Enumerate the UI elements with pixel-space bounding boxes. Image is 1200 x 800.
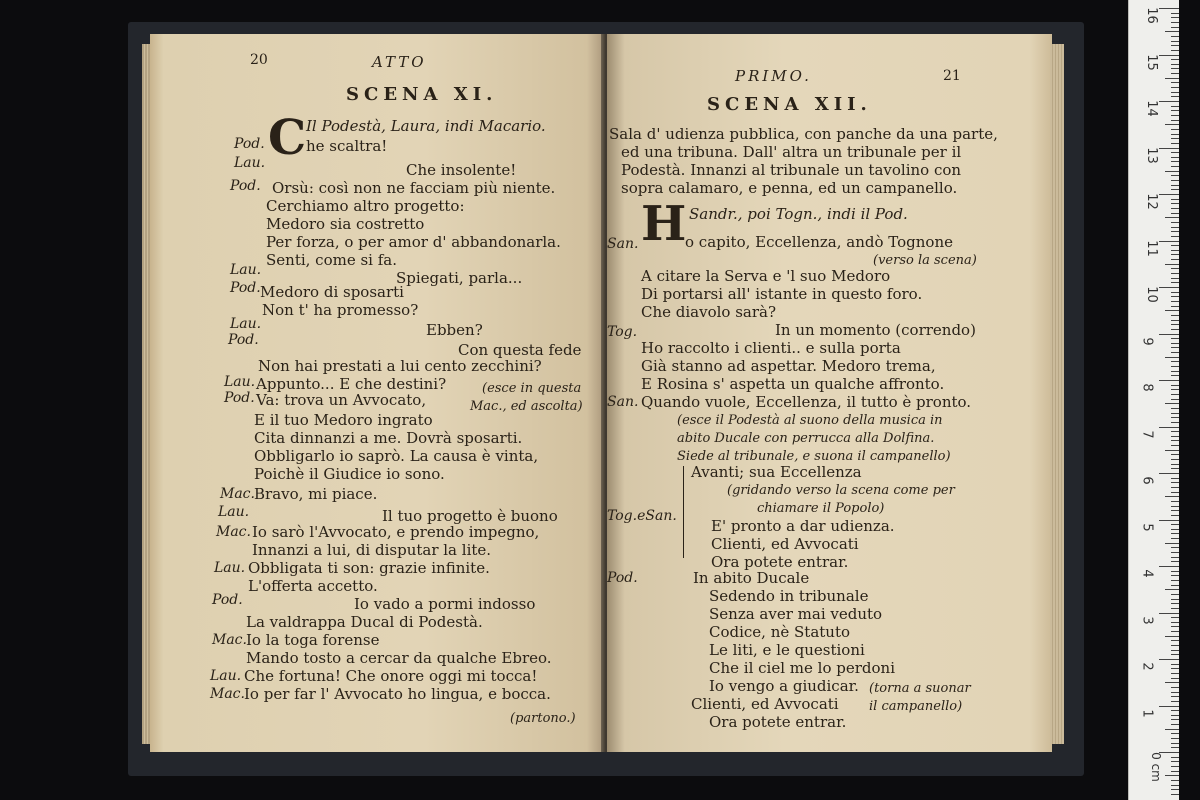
ruler-tick (1171, 36, 1179, 37)
ruler-tick (1171, 664, 1179, 665)
ruler-tick (1171, 296, 1179, 297)
ruler-tick (1171, 492, 1179, 493)
ruler-tick (1171, 599, 1179, 600)
ruler-tick (1171, 389, 1179, 390)
ruler-tick (1171, 96, 1179, 97)
verse-line: he scaltra! (306, 137, 388, 155)
ruler-tick (1165, 264, 1179, 265)
verse-line: Che diavolo sarà? (641, 303, 777, 321)
ruler-tick (1171, 594, 1179, 595)
ruler-tick (1159, 427, 1179, 428)
ruler-tick (1159, 287, 1179, 288)
ruler-tick (1165, 636, 1179, 637)
ruler-tick (1171, 134, 1179, 135)
ruler-tick (1171, 115, 1179, 116)
ruler-tick (1171, 371, 1179, 372)
ruler-tick (1171, 329, 1179, 330)
ruler-tick (1171, 236, 1179, 237)
speaker: Pod. (228, 332, 259, 348)
ruler-tick (1165, 729, 1179, 730)
ruler-tick (1171, 529, 1179, 530)
ruler-tick (1159, 148, 1179, 149)
speaker: Lau. (210, 668, 242, 684)
verse-line: Ora potete entrar. (711, 553, 849, 571)
verse-line: Che il ciel me lo perdoni (709, 659, 895, 677)
running-head-right: PRIMO. (735, 67, 812, 85)
ruler-tick (1171, 399, 1179, 400)
ruler-tick (1171, 757, 1179, 758)
ruler-tick (1171, 454, 1179, 455)
ruler-tick (1171, 738, 1179, 739)
ruler-tick (1171, 715, 1179, 716)
verse-line: Che insolente! (406, 161, 517, 179)
measuring-ruler (1128, 0, 1179, 800)
ruler-tick (1171, 464, 1179, 465)
speaker: Tog. (607, 324, 638, 340)
stage-direction: chiamare il Popolo) (757, 501, 885, 516)
ruler-tick (1165, 403, 1179, 404)
speaker: Pod. (224, 390, 255, 406)
stage-direction: abito Ducale con perrucca alla Dolfina. (677, 431, 935, 446)
ruler-tick (1171, 106, 1179, 107)
verse-line: Medoro di sposarti (260, 283, 404, 301)
drop-cap-left: C (268, 110, 307, 166)
verse-line: Di portarsi all' istante in questo foro. (641, 285, 923, 303)
verse-line: Io la toga forense (246, 631, 380, 649)
verse-line: Bravo, mi piace. (254, 485, 378, 503)
scene-title-left: SCENA XI. (346, 84, 498, 105)
ruler-tick (1159, 566, 1179, 567)
speaker: Lau. (230, 316, 262, 332)
character-list: Sandr., poi Togn., indi il Pod. (689, 205, 908, 223)
ruler-number: 16 (1143, 7, 1159, 24)
verse-line: La valdrappa Ducal di Podestà. (246, 613, 483, 631)
ruler-tick (1171, 59, 1179, 60)
verse-line: Io per far l' Avvocato ho lingua, e bocca. (244, 685, 551, 703)
speaker: Mac. (212, 632, 247, 648)
verse-line: Che fortuna! Che onore oggi mi tocca! (244, 667, 538, 685)
ruler-tick (1171, 417, 1179, 418)
ruler-tick (1171, 557, 1179, 558)
stage-direction: (torna a suonar (869, 681, 971, 696)
ruler-tick (1171, 306, 1179, 307)
ruler-number: 7 (1139, 429, 1155, 439)
right-page (607, 34, 1052, 752)
ruler-tick (1171, 524, 1179, 525)
ruler-tick (1171, 22, 1179, 23)
ruler-number: 6 (1139, 476, 1155, 485)
ruler-tick (1171, 301, 1179, 302)
speaker: Lau. (224, 374, 256, 390)
ruler-tick (1171, 603, 1179, 604)
ruler-tick (1171, 650, 1179, 651)
verse-line: Innanzi a lui, di disputar la lite. (252, 541, 492, 559)
ruler-tick (1171, 687, 1179, 688)
ruler-tick (1171, 185, 1179, 186)
ruler-tick (1165, 450, 1179, 451)
ruler-tick (1171, 213, 1179, 214)
ruler-tick (1171, 82, 1179, 83)
ruler-tick (1171, 501, 1179, 502)
speaker: Mac. (220, 486, 255, 502)
ruler-tick (1171, 743, 1179, 744)
ruler-tick (1165, 357, 1179, 358)
ruler-tick (1171, 617, 1179, 618)
verse-line: Orsù: così non ne facciam più niente. (272, 179, 556, 197)
ruler-tick (1171, 645, 1179, 646)
page-number-right: 21 (943, 68, 961, 84)
verse-line: Cita dinnanzi a me. Dovrà sposarti. (254, 429, 523, 447)
speaker: Mac. (216, 524, 251, 540)
ruler-tick (1171, 338, 1179, 339)
verse-line: L'offerta accetto. (248, 577, 378, 595)
verse-line: E il tuo Medoro ingrato (254, 411, 433, 429)
ruler-tick (1159, 8, 1179, 9)
verse-line: A citare la Serva e 'l suo Medoro (641, 267, 891, 285)
verse-line: Sedendo in tribunale (709, 587, 869, 605)
speaker: Pod. (230, 178, 261, 194)
verse-line: Per forza, o per amor d' abbandonarla. (266, 233, 561, 251)
ruler-tick (1171, 719, 1179, 720)
ruler-tick (1159, 101, 1179, 102)
ruler-unit-label: 0 cm (1148, 752, 1163, 782)
speaker: Pod. (607, 570, 638, 586)
ruler-tick (1171, 585, 1179, 586)
verse-line: Con questa fede (458, 341, 582, 359)
ruler-number: 3 (1139, 615, 1155, 625)
ruler-tick (1171, 41, 1179, 42)
ruler-tick (1171, 794, 1179, 795)
ruler-tick (1171, 533, 1179, 534)
verse-line: Clienti, ed Avvocati (691, 695, 839, 713)
ruler-tick (1171, 273, 1179, 274)
ruler-tick (1171, 250, 1179, 251)
ruler-tick (1171, 459, 1179, 460)
ruler-tick (1171, 622, 1179, 623)
setting-line: sopra calamaro, e penna, ed un campanello. (621, 179, 958, 197)
ruler-tick (1171, 92, 1179, 93)
ruler-tick (1171, 440, 1179, 441)
speaker: San. (607, 394, 639, 410)
ruler-tick (1171, 510, 1179, 511)
setting-line: Podestà. Innanzi al tribunale un tavolino con (621, 161, 962, 179)
stage-direction: (gridando verso la scena come per (727, 483, 955, 498)
ruler-tick (1171, 487, 1179, 488)
verse-line: Senza aver mai veduto (709, 605, 883, 623)
verse-line: Clienti, ed Avvocati (711, 535, 859, 553)
ruler-tick (1171, 701, 1179, 702)
ruler-tick (1165, 124, 1179, 125)
ruler-tick (1171, 515, 1179, 516)
ruler-tick (1171, 724, 1179, 725)
ruler-number: 10 (1143, 286, 1159, 303)
ruler-tick (1171, 366, 1179, 367)
speaker: Pod. (212, 592, 243, 608)
ruler-tick (1171, 227, 1179, 228)
ruler-tick (1159, 706, 1179, 707)
ruler-tick (1171, 766, 1179, 767)
ruler-tick (1171, 575, 1179, 576)
ruler-number: 5 (1139, 522, 1155, 532)
ruler-tick (1171, 538, 1179, 539)
verse-line: E' pronto a dar udienza. (711, 517, 895, 535)
ruler-tick (1171, 268, 1179, 269)
speaker: Pod. (230, 280, 261, 296)
verse-line: Codice, nè Statuto (709, 623, 851, 641)
speaker: Lau. (218, 504, 250, 520)
ruler-tick (1171, 199, 1179, 200)
verse-line: Io sarò l'Avvocato, e prendo impegno, (252, 523, 540, 541)
verse-line: Senti, come si fa. (266, 251, 398, 269)
ruler-tick (1171, 129, 1179, 130)
speaker: Mac. (210, 686, 245, 702)
stage-direction: il campanello) (869, 699, 963, 714)
ruler-tick (1165, 496, 1179, 497)
ruler-number: 14 (1143, 100, 1159, 117)
bracket (683, 466, 684, 558)
ruler-number: 11 (1143, 239, 1159, 257)
verse-line: Non t' ha promesso? (262, 301, 419, 319)
ruler-tick (1171, 175, 1179, 176)
ruler-tick (1171, 222, 1179, 223)
verse-line: Poichè il Giudice io sono. (254, 465, 445, 483)
left-page (150, 34, 605, 752)
ruler-tick (1171, 315, 1179, 316)
verse-line: Quando vuole, Eccellenza, il tutto è pronto. (641, 393, 972, 411)
speaker: San. (607, 236, 639, 252)
speaker: Lau. (234, 155, 266, 171)
ruler-tick (1171, 733, 1179, 734)
ruler-tick (1171, 203, 1179, 204)
page-edges-right (1050, 44, 1064, 744)
verse-line: Obbligarlo io saprò. La causa è vinta, (254, 447, 539, 465)
running-head-left: ATTO (372, 53, 427, 71)
ruler-tick (1171, 120, 1179, 121)
verse-line: Medoro sia costretto (266, 215, 425, 233)
ruler-tick (1171, 789, 1179, 790)
ruler-tick (1171, 278, 1179, 279)
verse-line: Le liti, e le questioni (709, 641, 865, 659)
verse-line: In abito Ducale (693, 569, 810, 587)
ruler-tick (1171, 245, 1179, 246)
verse-line: Ho raccolto i clienti.. e sulla porta (641, 339, 901, 357)
stage-direction: (esce in questa (482, 381, 582, 396)
ruler-tick (1171, 68, 1179, 69)
ruler-tick (1171, 50, 1179, 51)
stage-direction: Mac., ed ascolta) (470, 399, 583, 414)
ruler-tick (1171, 13, 1179, 14)
ruler-tick (1159, 380, 1179, 381)
ruler-tick (1165, 171, 1179, 172)
ruler-tick (1171, 631, 1179, 632)
ruler-tick (1171, 282, 1179, 283)
ruler-tick (1159, 55, 1179, 56)
ruler-number: 1 (1139, 708, 1155, 718)
ruler-tick (1159, 194, 1179, 195)
ruler-tick (1171, 45, 1179, 46)
ruler-tick (1171, 157, 1179, 158)
ruler-tick (1171, 673, 1179, 674)
verse-line: In un momento (correndo) (775, 321, 976, 339)
ruler-tick (1165, 310, 1179, 311)
scene-title-right: SCENA XII. (707, 94, 872, 115)
ruler-tick (1171, 110, 1179, 111)
ruler-tick (1171, 692, 1179, 693)
ruler-tick (1165, 78, 1179, 79)
ruler-tick (1171, 780, 1179, 781)
drop-cap-right: H (641, 196, 687, 252)
ruler-tick (1171, 482, 1179, 483)
ruler-tick (1171, 17, 1179, 18)
page-number-left: 20 (250, 52, 268, 68)
verse-line: Il tuo progetto è buono (382, 507, 558, 525)
ruler-tick (1171, 324, 1179, 325)
ruler-number: 8 (1139, 383, 1155, 392)
verse-line: o capito, Eccellenza, andò Tognone (685, 233, 953, 251)
verse-line: Mando tosto a cercar da qualche Ebreo. (246, 649, 552, 667)
ruler-tick (1171, 143, 1179, 144)
ruler-tick (1159, 613, 1179, 614)
ruler-tick (1171, 431, 1179, 432)
setting-line: ed una tribuna. Dall' altra un tribunale per il (621, 143, 962, 161)
verse-line: Avanti; sua Eccellenza (691, 463, 862, 481)
ruler-tick (1171, 361, 1179, 362)
ruler-tick (1171, 73, 1179, 74)
ruler-tick (1165, 682, 1179, 683)
verse-line: Obbligata ti son: grazie infinite. (248, 559, 490, 577)
ruler-tick (1171, 771, 1179, 772)
ruler-tick (1171, 761, 1179, 762)
ruler-tick (1171, 27, 1179, 28)
stage-direction: (verso la scena) (873, 253, 977, 268)
ruler-tick (1165, 775, 1179, 776)
stage-direction: (esce il Podestà al suono della musica in (677, 413, 943, 428)
ruler-tick (1171, 375, 1179, 376)
ruler-tick (1165, 543, 1179, 544)
speaker: Lau. (230, 262, 262, 278)
ruler-tick (1171, 152, 1179, 153)
ruler-tick (1171, 385, 1179, 386)
ruler-tick (1171, 785, 1179, 786)
stage-direction: Il Podestà, Laura, indi Macario. (306, 117, 546, 135)
ruler-tick (1171, 626, 1179, 627)
ruler-tick (1171, 347, 1179, 348)
ruler-tick (1171, 254, 1179, 255)
ruler-tick (1171, 747, 1179, 748)
ruler-tick (1171, 292, 1179, 293)
speaker: Tog.eSan. (607, 508, 677, 524)
ruler-tick (1171, 547, 1179, 548)
ruler-tick (1171, 678, 1179, 679)
ruler-number: 9 (1139, 336, 1155, 346)
ruler-number: 15 (1143, 53, 1159, 71)
ruler-tick (1171, 259, 1179, 260)
ruler-tick (1171, 231, 1179, 232)
verse-line: Spiegati, parla... (396, 269, 523, 287)
ruler-tick (1171, 180, 1179, 181)
ruler-tick (1171, 422, 1179, 423)
verse-line: E Rosina s' aspetta un qualche affronto. (641, 375, 945, 393)
ruler-tick (1171, 506, 1179, 507)
ruler-tick (1171, 468, 1179, 469)
ruler-tick (1171, 394, 1179, 395)
ruler-tick (1159, 241, 1179, 242)
ruler-tick (1159, 473, 1179, 474)
ruler-tick (1171, 208, 1179, 209)
ruler-tick (1171, 408, 1179, 409)
ruler-number: 13 (1143, 146, 1159, 164)
stage-direction: (partono.) (510, 711, 576, 726)
verse-line: Io vado a pormi indosso (354, 595, 536, 613)
ruler-tick (1171, 413, 1179, 414)
ruler-tick (1165, 217, 1179, 218)
ruler-tick (1171, 189, 1179, 190)
verse-line: Io vengo a giudicar. (709, 677, 859, 695)
ruler-tick (1159, 520, 1179, 521)
ruler-tick (1171, 571, 1179, 572)
ruler-tick (1171, 640, 1179, 641)
ruler-tick (1171, 343, 1179, 344)
ruler-tick (1171, 436, 1179, 437)
ruler-tick (1159, 659, 1179, 660)
ruler-tick (1171, 478, 1179, 479)
verse-line: Va: trova un Avvocato, (256, 391, 427, 409)
ruler-tick (1165, 589, 1179, 590)
ruler-number: 2 (1139, 662, 1155, 671)
verse-line: Ebben? (426, 321, 483, 339)
ruler-tick (1171, 445, 1179, 446)
ruler-number: 12 (1143, 193, 1159, 210)
ruler-tick (1171, 561, 1179, 562)
ruler-tick (1171, 552, 1179, 553)
ruler-tick (1171, 608, 1179, 609)
ruler-tick (1165, 31, 1179, 32)
setting-line: Sala d' udienza pubblica, con panche da una parte, (609, 125, 998, 143)
ruler-tick (1171, 580, 1179, 581)
ruler-tick (1171, 87, 1179, 88)
verse-line: Già stanno ad aspettar. Medoro trema, (641, 357, 936, 375)
ruler-tick (1171, 138, 1179, 139)
ruler-number: 4 (1139, 569, 1155, 578)
verse-line: Cerchiamo altro progetto: (266, 197, 465, 215)
ruler-tick (1171, 696, 1179, 697)
ruler-tick (1171, 352, 1179, 353)
ruler-tick (1159, 334, 1179, 335)
ruler-tick (1171, 161, 1179, 162)
stage-direction: Siede al tribunale, e suona il campanello) (677, 449, 951, 464)
verse-line: Non hai prestati a lui cento zecchini? (258, 357, 542, 375)
ruler-tick (1171, 64, 1179, 65)
verse-line: Ora potete entrar. (709, 713, 847, 731)
speaker: Pod. (234, 136, 265, 152)
verse-line: Appunto... E che destini? (256, 375, 447, 393)
ruler-tick (1171, 710, 1179, 711)
ruler-tick (1171, 668, 1179, 669)
ruler-tick (1171, 320, 1179, 321)
speaker: Lau. (214, 560, 246, 576)
ruler-tick (1171, 654, 1179, 655)
ruler-tick (1171, 166, 1179, 167)
